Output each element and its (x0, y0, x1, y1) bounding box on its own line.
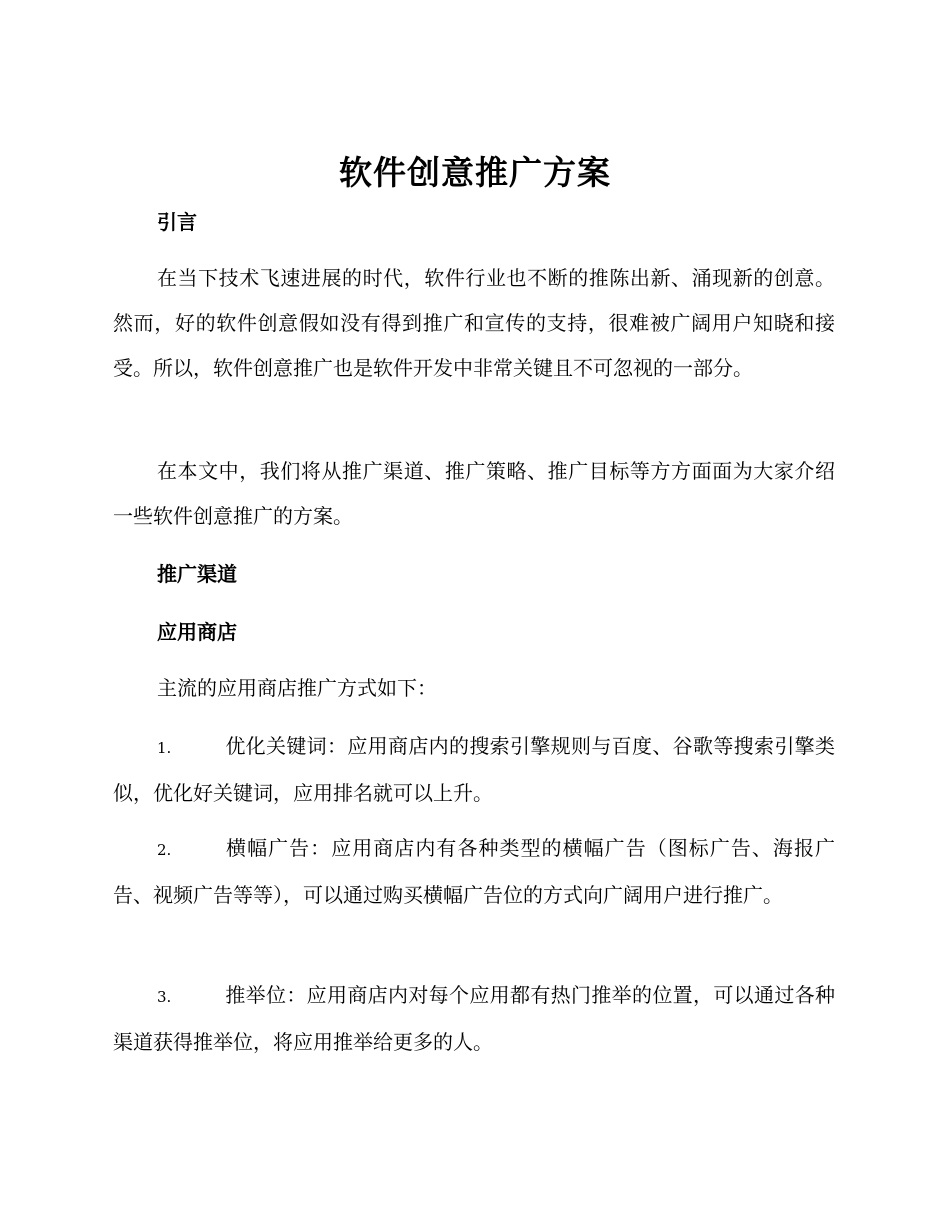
list-item-text: 横幅广告：应用商店内有各种类型的横幅广告（图标广告、海报广告、视频广告等等），可以通过购买横幅广告位的方式向广阔用户进行推广。 (113, 836, 835, 907)
app-store-intro: 主流的应用商店推广方式如下： (157, 676, 437, 700)
list-item-number: 3. (157, 988, 172, 1006)
intro-paragraph-1: 在当下技术飞速进展的时代，软件行业也不断的推陈出新、涌现新的创意。然而，好的软件创意假如没有得到推广和宣传的支持，很难被广阔用户知晓和接受。所以，软件创意推广也是软件开发中非常关键且不可忽视的一部分。 (113, 266, 835, 380)
document-title: 软件创意推广方案 (339, 153, 611, 192)
list-item-text: 优化关键词：应用商店内的搜索引擎规则与百度、谷歌等搜索引擎类似，优化好关键词，应用排名就可以上升。 (113, 734, 835, 805)
subsection-heading-app-store: 应用商店 (157, 620, 237, 644)
section-heading-intro: 引言 (157, 210, 197, 234)
intro-paragraph-2: 在本文中，我们将从推广渠道、推广策略、推广目标等方方面面为大家介绍一些软件创意推广的方案。 (113, 459, 835, 528)
list-item-number: 2. (157, 841, 172, 859)
section-heading-channels: 推广渠道 (157, 562, 237, 586)
list-item (113, 973, 835, 1065)
list-item-text: 推举位：应用商店内对每个应用都有热门推举的位置，可以通过各种渠道获得推举位，将应用推举给更多的人。 (113, 983, 835, 1054)
list-item (113, 826, 835, 918)
list-item (113, 724, 835, 816)
list-item-number: 1. (157, 739, 172, 757)
